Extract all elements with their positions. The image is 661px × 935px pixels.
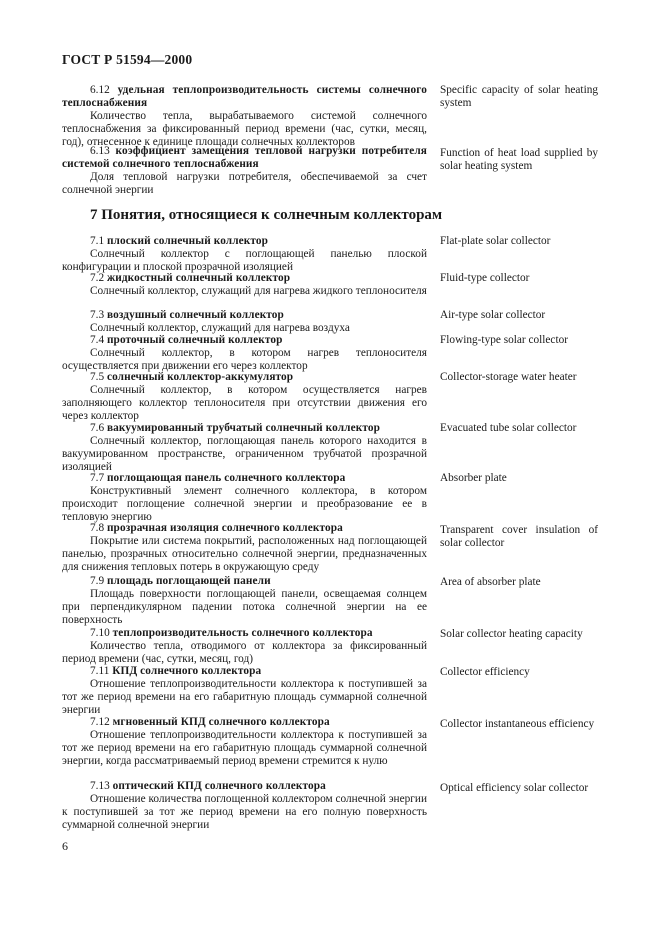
term-english: Absorber plate: [440, 472, 507, 484]
term-name: коэффициент замещения тепловой нагрузки потребителя системой солнечного теплоснабжения: [62, 145, 427, 170]
term-english: Transparent cover insulation of solar collector: [440, 524, 598, 549]
term-english: Evacuated tube solar collector: [440, 422, 577, 434]
term-number: 7.9: [90, 575, 105, 587]
term-heading: [62, 272, 427, 285]
term-number: 6.13: [90, 145, 110, 157]
term-name: плоский солнечный коллектор: [106, 235, 269, 247]
term-definition: Конструктивный элемент солнечного коллектора, в котором происходит поглощение солнечной энергии и преобразование ее в тепловую энергию: [62, 485, 427, 523]
term-definition: Количество тепла, вырабатываемого системой солнечного теплоснабжения за фиксированный период времени (час, сутки, месяц, год), отнесенное к единице площади солнечных коллекторов: [62, 110, 427, 148]
term-english: Area of absorber plate: [440, 576, 541, 588]
term-number: 6.12: [90, 84, 110, 96]
term-name: проточный солнечный коллектор: [106, 334, 283, 346]
term-english: Collector-storage water heater: [440, 371, 577, 383]
term-heading: [62, 309, 427, 322]
term-number: 7.11: [90, 665, 110, 677]
term-number: 7.8: [90, 522, 105, 534]
term-english: Collector efficiency: [440, 666, 530, 678]
term-definition: Отношение количества поглощенной коллектором солнечной энергии к поступившей за тот же период времени на его полную поверхность суммарной солнечной энергии: [62, 793, 427, 831]
term-definition: Покрытие или система покрытий, расположенных над поглощающей панелью, прозрачных относительно солнечной энергии, предназначенных для снижения тепловых потерь в окружающую среду: [62, 535, 427, 573]
term-definition: Доля тепловой нагрузки потребителя, обеспечиваемой за счет солнечной энергии: [62, 171, 427, 196]
term-english: Solar collector heating capacity: [440, 628, 583, 640]
term-heading: [62, 627, 427, 640]
term-definition: Солнечный коллектор с поглощающей панелью плоской конфигурации и плоской прозрачной изоляцией: [62, 248, 427, 273]
term-heading: [62, 235, 427, 248]
term-definition: Солнечный коллектор, в котором осуществляется нагрев заполняющего коллектор теплоносителя при отсутствии движения его через коллектор: [62, 384, 427, 422]
term-definition: Солнечный коллектор, служащий для нагрева жидкого теплоносителя: [90, 285, 427, 297]
document-header: ГОСТ Р 51594—2000: [62, 52, 193, 67]
entry-ru-block: [62, 235, 427, 274]
entry-ru-block: [62, 84, 427, 149]
entry-ru-block: [62, 145, 427, 197]
term-number: 7.3: [90, 309, 105, 321]
term-heading: [62, 422, 427, 435]
term-name: солнечный коллектор-аккумулятор: [106, 371, 294, 383]
term-name: теплопроизводительность солнечного коллектора: [112, 627, 373, 639]
entry-ru-block: [62, 472, 427, 524]
term-english: Fluid-type collector: [440, 272, 530, 284]
term-heading: [62, 665, 427, 678]
term-name: поглощающая панель солнечного коллектора: [106, 472, 346, 484]
term-number: 7.2: [90, 272, 105, 284]
term-number: 7.7: [90, 472, 105, 484]
term-heading: [62, 334, 427, 347]
term-definition: Солнечный коллектор, в котором нагрев теплоносителя осуществляется при движении его через коллектор: [62, 347, 427, 372]
term-english: Air-type solar collector: [440, 309, 546, 321]
term-number: 7.10: [90, 627, 110, 639]
term-name: удельная теплопроизводительность системы солнечного теплоснабжения: [62, 84, 427, 109]
term-name: оптический КПД солнечного коллектора: [112, 780, 326, 792]
entry-ru-block: [62, 309, 427, 335]
page-number: 6: [62, 839, 68, 853]
entry-ru-block: [62, 780, 427, 832]
term-number: 7.1: [90, 235, 105, 247]
term-heading: [62, 145, 427, 171]
entry-ru-block: [62, 371, 427, 423]
term-definition: Количество тепла, отводимого от коллектора за фиксированный период времени (час, сутки, месяц, год): [62, 640, 427, 665]
term-english: Function of heat load supplied by solar heating system: [440, 147, 598, 172]
term-heading: [62, 522, 427, 535]
term-heading: [62, 84, 427, 110]
term-name: жидкостный солнечный коллектор: [106, 272, 291, 284]
entry-ru-block: [62, 422, 427, 474]
term-name: площадь поглощающей панели: [106, 575, 271, 587]
term-number: 7.4: [90, 334, 105, 346]
term-name: вакуумированный трубчатый солнечный коллектор: [106, 422, 380, 434]
entry-ru-block: [62, 522, 427, 574]
entry-ru-block: [62, 334, 427, 373]
term-english: Flat-plate solar collector: [440, 235, 551, 247]
term-name: прозрачная изоляция солнечного коллектора: [106, 522, 343, 534]
term-heading: [62, 780, 427, 793]
term-definition: Солнечный коллектор, поглощающая панель которого находится в вакуумированном пространстве, ограниченном трубчатой прозрачной изоляцией: [62, 435, 427, 473]
term-heading: [62, 575, 427, 588]
term-heading: [62, 371, 427, 384]
term-definition: Площадь поверхности поглощающей панели, освещаемая солнцем при перпендикулярном падении потока солнечной энергии на ее поверхность: [62, 588, 427, 626]
term-english: Specific capacity of solar heating system: [440, 84, 598, 109]
term-definition: Солнечный коллектор, служащий для нагрева воздуха: [90, 322, 350, 334]
term-number: 7.5: [90, 371, 105, 383]
entry-ru-block: [62, 665, 427, 717]
section-title: 7 Понятия, относящиеся к солнечным коллекторам: [90, 207, 443, 223]
entry-ru-block: [62, 272, 427, 298]
term-number: 7.13: [90, 780, 110, 792]
term-english: Collector instantaneous efficiency: [440, 718, 595, 730]
term-definition: Отношение теплопроизводительности коллектора к поступившей за тот же период времени на его габаритную площадь суммарной солнечной энергии, когда рассматриваемый период времени стремится к нулю: [62, 729, 427, 767]
term-number: 7.12: [90, 716, 110, 728]
term-heading: [62, 472, 427, 485]
term-name: КПД солнечного коллектора: [112, 665, 262, 677]
term-name: воздушный солнечный коллектор: [106, 309, 284, 321]
entry-ru-block: [62, 575, 427, 627]
term-name: мгновенный КПД солнечного коллектора: [112, 716, 330, 728]
entry-ru-block: [62, 716, 427, 768]
term-definition: Отношение теплопроизводительности коллектора к поступившей за тот же период времени на его габаритную площадь суммарной солнечной энергии: [62, 678, 427, 716]
entry-ru-block: [62, 627, 427, 666]
term-heading: [62, 716, 427, 729]
term-english: Optical efficiency solar collector: [440, 782, 589, 794]
term-number: 7.6: [90, 422, 105, 434]
term-english: Flowing-type solar collector: [440, 334, 569, 346]
